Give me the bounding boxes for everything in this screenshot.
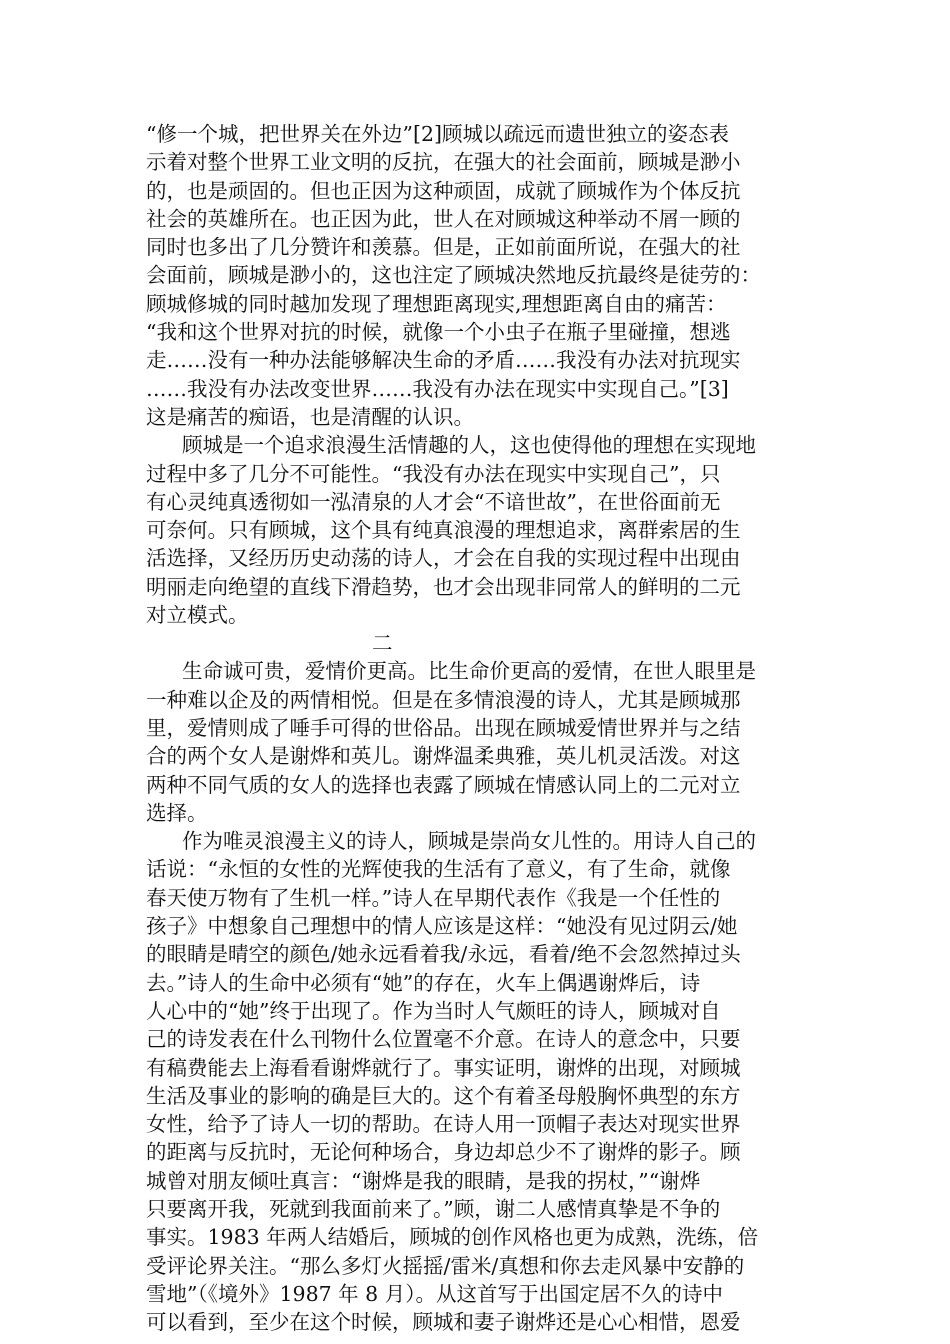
paragraph-section2-1: [146, 657, 810, 827]
text-line: 有心灵纯真透彻如一泓清泉的人才会“不谙世故”，在世俗面前无: [146, 489, 721, 514]
text-line: 雪地”（《境外》1987 年 8 月）。从这首写于出国定居不久的诗中: [146, 1281, 723, 1306]
paragraph-section2-2: [146, 827, 810, 1336]
text-line: 社会的英雄所在。也正因为此，世人在对顾城这种举动不屑一顾的: [146, 206, 741, 231]
text-line: 的距离与反抗时，无论何种场合，身边却总少不了谢烨的影子。顾: [146, 1140, 741, 1165]
text-line: 里，爱情则成了唾手可得的世俗品。出现在顾城爱情世界并与之结: [146, 715, 741, 740]
text-line: 只要离开我，死就到我面前来了。”顾，谢二人感情真挚是不争的: [146, 1196, 721, 1221]
section-heading: 二: [372, 631, 393, 656]
text-line: 这是痛苦的痴语，也是清醒的认识。: [146, 404, 474, 429]
text-line: 会面前，顾城是渺小的，这也注定了顾城决然地反抗最终是徒劳的：: [146, 263, 761, 288]
paragraph-section1-2: [146, 431, 810, 629]
text-line: 顾城是一个追求浪漫生活情趣的人，这也使得他的理想在实现地: [182, 433, 756, 458]
text-line: 女性，给予了诗人一切的帮助。在诗人用一顶帽子表达对现实世界: [146, 1112, 741, 1137]
text-line: 可以看到，至少在这个时候，顾城和妻子谢烨还是心心相惜，恩爱: [146, 1310, 741, 1335]
text-line: 话说：“永恒的女性的光辉使我的生活有了意义，有了生命，就像: [146, 857, 731, 882]
text-line: 活选择，又经历历史动荡的诗人，才会在自我的实现过程中出现由: [146, 546, 741, 571]
text-line: 示着对整个世界工业文明的反抗，在强大的社会面前，顾城是渺小: [146, 150, 741, 175]
text-line: 两种不同气质的女人的选择也表露了顾城在情感认同上的二元对立: [146, 772, 741, 797]
text-line: 合的两个女人是谢烨和英儿。谢烨温柔典雅，英儿机灵活泼。对这: [146, 744, 741, 769]
text-line: 有稿费能去上海看看谢烨就行了。事实证明，谢烨的出现，对顾城: [146, 1055, 741, 1080]
text-line: 的眼睛是晴空的颜色/她永远看着我/永远，看着/绝不会忽然掉过头: [146, 942, 741, 967]
text-line: 对立模式。: [146, 603, 249, 628]
text-line: 孩子》中想象自己理想中的情人应该是这样：“她没有见过阴云/她: [146, 914, 738, 939]
text-line: 生命诚可贵，爱情价更高。比生命价更高的爱情，在世人眼里是: [182, 659, 756, 684]
text-line: 明丽走向绝望的直线下滑趋势，也才会出现非同常人的鲜明的二元: [146, 574, 741, 599]
text-line: 生活及事业的影响的确是巨大的。这个有着圣母般胸怀典型的东方: [146, 1083, 741, 1108]
text-line: 走……没有一种办法能够解决生命的矛盾……我没有办法对抗现实: [146, 348, 741, 373]
text-line: 己的诗发表在什么刊物什么位置毫不介意。在诗人的意念中，只要: [146, 1027, 741, 1052]
text-line: 可奈何。只有顾城，这个具有纯真浪漫的理想追求，离群索居的生: [146, 518, 741, 543]
text-line: 过程中多了几分不可能性。“我没有办法在现实中实现自己”，只: [146, 461, 721, 486]
document-page: [146, 120, 810, 1336]
text-line: 去。”诗人的生命中必须有“她”的存在，火车上偶遇谢烨后，诗: [146, 970, 701, 995]
text-line: 事实。1983 年两人结婚后，顾城的创作风格也更为成熟，洗练，倍: [146, 1225, 759, 1250]
text-line: 顾城修城的同时越加发现了理想距离现实,理想距离自由的痛苦：: [146, 291, 727, 316]
text-line: 人心中的“她”终于出现了。作为当时人气颇旺的诗人，顾城对自: [146, 998, 721, 1023]
text-line: 的，也是顽固的。但也正因为这种顽固，成就了顾城作为个体反抗: [146, 178, 741, 203]
text-line: “我和这个世界对抗的时候，就像一个小虫子在瓶子里碰撞，想逃: [146, 320, 731, 345]
text-line: 选择。: [146, 800, 208, 825]
text-line: ……我没有办法改变世界……我没有办法在现实中实现自己。”[3]: [146, 376, 729, 401]
text-line: 同时也多出了几分赞许和羡慕。但是，正如前面所说，在强大的社: [146, 235, 741, 260]
paragraph-section1-1: [146, 120, 810, 431]
text-line: 一种难以企及的两情相悦。但是在多情浪漫的诗人，尤其是顾城那: [146, 687, 741, 712]
text-line: 作为唯灵浪漫主义的诗人，顾城是崇尚女儿性的。用诗人自己的: [182, 829, 756, 854]
text-line: 受评论界关注。“那么多灯火摇摇/雷米/真想和你去走风暴中安静的: [146, 1253, 745, 1278]
text-line: 春天使万物有了生机一样。”诗人在早期代表作《我是一个任性的: [146, 885, 721, 910]
text-line: 城曾对朋友倾吐真言：“谢烨是我的眼睛，是我的拐杖，”“谢烨: [146, 1168, 701, 1193]
text-line: “修一个城，把世界关在外边”[2]顾城以疏远而遗世独立的姿态表: [146, 122, 729, 146]
